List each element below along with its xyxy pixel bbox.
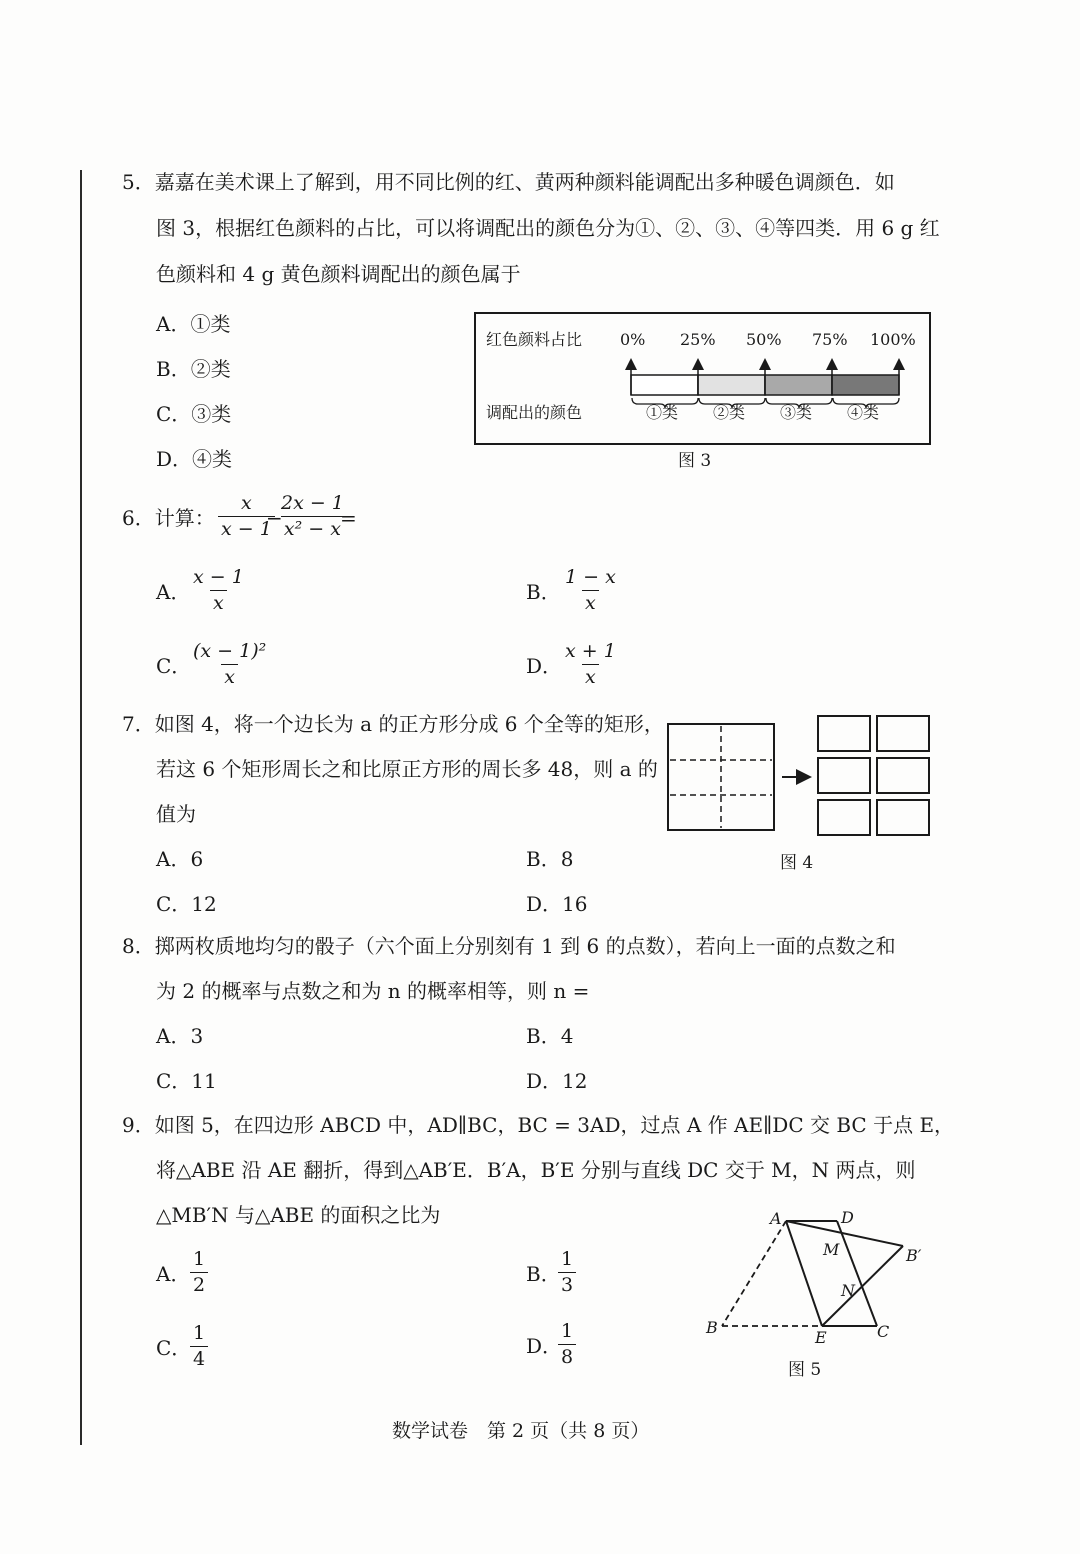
q6-option-a-fraction[interactable] xyxy=(190,568,247,613)
q6-fraction-2 xyxy=(278,494,347,539)
q9-option-b-fraction[interactable] xyxy=(558,1250,576,1295)
fig5-label-n: N xyxy=(841,1281,855,1300)
q9-option-c-fraction[interactable] xyxy=(190,1324,208,1369)
q9-d-denominator: 8 xyxy=(558,1344,576,1367)
q9-option-c-letter[interactable]: C． xyxy=(156,1336,192,1360)
fig5-label-d: D xyxy=(841,1208,854,1227)
q7-option-c[interactable]: C．12 xyxy=(156,892,217,916)
q9-c-numerator: 1 xyxy=(193,1322,206,1344)
q9-line-2: 将△ABE 沿 AE 翻折，得到△AB′E．B′A，B′E 分别与直线 DC 交于 M，N 两点，则 xyxy=(156,1158,916,1182)
q7-option-a[interactable]: A．6 xyxy=(156,847,204,871)
q8-option-b[interactable]: B．4 xyxy=(526,1024,574,1048)
q6-d-denominator: x xyxy=(582,664,599,687)
fig3-tick-0: 0% xyxy=(620,330,646,349)
q6-option-c-fraction[interactable] xyxy=(190,642,269,687)
fig4-caption: 图 4 xyxy=(780,853,814,873)
q7-option-b[interactable]: B．8 xyxy=(526,847,574,871)
q7-line-2: 若这 6 个矩形周长之和比原正方形的周长多 48，则 a 的 xyxy=(156,757,658,781)
q9-b-numerator: 1 xyxy=(561,1248,574,1270)
q7-line-1: 7．如图 4，将一个边长为 a 的正方形分成 6 个全等的矩形， xyxy=(122,712,664,736)
q8-line-1: 8．掷两枚质地均匀的骰子（六个面上分别刻有 1 到 6 的点数），若向上一面的点数之和 xyxy=(122,934,896,958)
fig5-label-e: E xyxy=(815,1328,827,1347)
q5-option-c[interactable]: C．③类 xyxy=(156,402,232,426)
fig5-label-b: B xyxy=(706,1318,718,1337)
fig3-row-label-color: 调配出的颜色 xyxy=(486,403,583,422)
q6-b-denominator: x xyxy=(582,590,599,613)
q9-line-1: 9．如图 5，在四边形 ABCD 中，AD∥BC，BC = 3AD，过点 A 作 AE∥DC 交 BC 于点 E， xyxy=(122,1113,955,1137)
q7-option-d[interactable]: D．16 xyxy=(526,892,588,916)
fig3-tick-100: 100% xyxy=(870,330,916,349)
q5-line-3: 色颜料和 4 g 黄色颜料调配出的颜色属于 xyxy=(156,262,521,286)
fig3-class-2: ②类 xyxy=(713,403,746,422)
q8-option-d[interactable]: D．12 xyxy=(526,1069,588,1093)
q6-d-numerator: x + 1 xyxy=(565,640,616,662)
q8-option-c[interactable]: C．11 xyxy=(156,1069,217,1093)
q6-option-b-letter[interactable]: B． xyxy=(526,580,561,604)
fig3-class-1: ①类 xyxy=(646,403,679,422)
page-footer: 数学试卷 第 2 页（共 8 页） xyxy=(392,1420,650,1442)
q9-option-d-letter[interactable]: D． xyxy=(526,1334,563,1358)
q9-option-a-fraction[interactable] xyxy=(190,1250,208,1295)
binding-margin-line xyxy=(80,170,82,1445)
q7-line-3: 值为 xyxy=(156,802,196,826)
q6-option-c-letter[interactable]: C． xyxy=(156,654,192,678)
fig3-tick-75: 75% xyxy=(812,330,848,349)
q6-a-denominator: x xyxy=(210,590,227,613)
fig5-caption: 图 5 xyxy=(788,1360,822,1380)
q6-prefix: 6．计算： xyxy=(122,506,215,530)
q6-option-a-letter[interactable]: A． xyxy=(156,580,191,604)
q9-option-b-letter[interactable]: B． xyxy=(526,1262,561,1286)
q6-option-b-fraction[interactable] xyxy=(562,568,619,613)
fig5-label-m: M xyxy=(823,1240,840,1259)
q6-b-numerator: 1 − x xyxy=(565,566,616,588)
q8-line-2: 为 2 的概率与点数之和为 n 的概率相等，则 n = xyxy=(156,979,590,1003)
q6-f1-denominator: x − 1 xyxy=(218,516,275,539)
fig3-caption: 图 3 xyxy=(678,451,712,471)
q9-option-d-fraction[interactable] xyxy=(558,1322,576,1367)
fig3-tick-50: 50% xyxy=(746,330,782,349)
q6-c-denominator: x xyxy=(221,664,238,687)
q6-option-d-letter[interactable]: D． xyxy=(526,654,563,678)
q5-option-d[interactable]: D．④类 xyxy=(156,447,233,471)
q6-f2-denominator: x² − x xyxy=(281,516,344,539)
q5-option-a[interactable]: A．①类 xyxy=(156,312,231,336)
q9-a-numerator: 1 xyxy=(193,1248,206,1270)
q9-b-denominator: 3 xyxy=(558,1272,576,1295)
q5-line-2: 图 3，根据红色颜料的占比，可以将调配出的颜色分为①、②、③、④等四类．用 6 g 红 xyxy=(156,216,940,240)
q6-f1-numerator: x xyxy=(241,492,252,514)
fig3-row-label-ratio: 红色颜料占比 xyxy=(486,330,583,349)
fig3-tick-25: 25% xyxy=(680,330,716,349)
q5-option-b[interactable]: B．②类 xyxy=(156,357,231,381)
q6-minus: − xyxy=(266,506,283,530)
figure-4-square-rectangles xyxy=(666,714,934,838)
fig5-label-a: A xyxy=(770,1209,782,1228)
q9-option-a-letter[interactable]: A． xyxy=(156,1262,191,1286)
q9-line-3: △MB′N 与△ABE 的面积之比为 xyxy=(156,1203,441,1227)
q6-option-d-fraction[interactable] xyxy=(562,642,619,687)
q6-c-numerator: (x − 1)² xyxy=(193,640,267,662)
q9-a-denominator: 2 xyxy=(190,1272,208,1295)
q8-option-a[interactable]: A．3 xyxy=(156,1024,204,1048)
q5-line-1: 5．嘉嘉在美术课上了解到，用不同比例的红、黄两种颜料能调配出多种暖色调颜色．如 xyxy=(122,170,895,194)
q6-equals: = xyxy=(340,506,357,530)
fig3-class-4: ④类 xyxy=(847,403,880,422)
q6-a-numerator: x − 1 xyxy=(193,566,244,588)
q9-c-denominator: 4 xyxy=(190,1346,208,1369)
q6-f2-numerator: 2x − 1 xyxy=(281,492,344,514)
q9-d-numerator: 1 xyxy=(561,1320,574,1342)
fig5-label-c: C xyxy=(877,1322,890,1341)
fig5-label-b-prime: B′ xyxy=(906,1246,922,1265)
fig3-class-3: ③类 xyxy=(780,403,813,422)
